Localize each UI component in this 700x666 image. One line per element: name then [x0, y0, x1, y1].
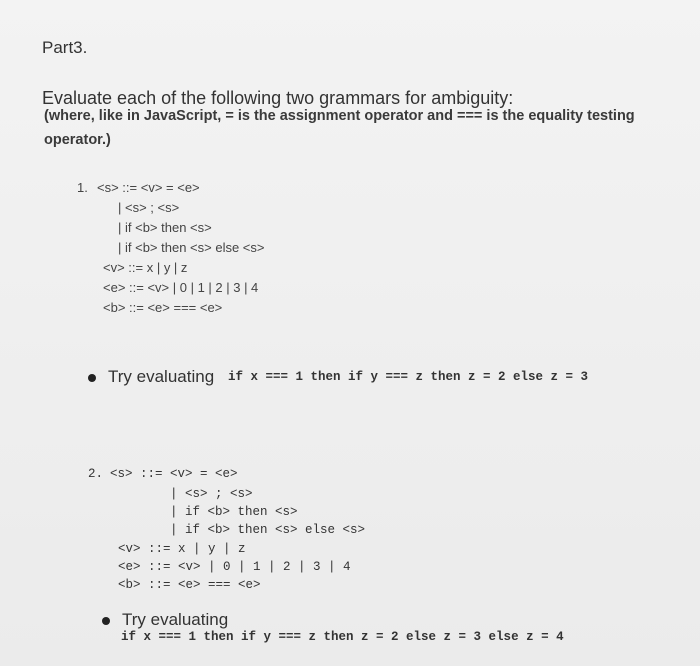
bullet-icon — [88, 374, 96, 382]
bullet1-code: if x === 1 then if y === z then z = 2 else z = 3 — [228, 370, 589, 384]
bullet2-label: Try evaluating — [122, 610, 229, 629]
note-line-2: operator.) — [44, 132, 111, 148]
grammar1-line: | <s> ; <s> — [118, 200, 180, 215]
bullet-icon — [102, 617, 110, 625]
grammar1-line: <b> ::= <e> === <e> — [103, 300, 223, 315]
grammar1-line: <e> ::= <v> | 0 | 1 | 2 | 3 | 4 — [103, 280, 259, 295]
grammar2-line: | if <b> then <s> — [170, 505, 298, 519]
grammar2-line: <v> ::= x | y | z — [118, 542, 246, 556]
grammar1-number: 1. — [77, 180, 88, 195]
bullet2-code: if x === 1 then if y === z then z = 2 else z = 3 else z = 4 — [121, 630, 564, 644]
grammar2-line: | <s> ; <s> — [170, 487, 253, 501]
page-heading: Evaluate each of the following two grammars for ambiguity: — [42, 88, 514, 108]
grammar1-line: <s> ::= <v> = <e> — [97, 180, 200, 195]
grammar1-line: <v> ::= x | y | z — [103, 260, 188, 275]
note-line-1: (where, like in JavaScript, = is the assignment operator and === is the equality testing — [44, 108, 635, 124]
part-title: Part3. — [42, 38, 88, 57]
grammar2-line: <b> ::= <e> === <e> — [118, 578, 261, 592]
grammar2-line: <s> ::= <v> = <e> — [110, 467, 238, 481]
grammar1-line: | if <b> then <s> — [118, 220, 212, 235]
bullet1-label: Try evaluating — [108, 367, 215, 386]
grammar2-line: <e> ::= <v> | 0 | 1 | 2 | 3 | 4 — [118, 560, 351, 574]
grammar1-line: | if <b> then <s> else <s> — [118, 240, 265, 255]
grammar2-number: 2. — [88, 467, 104, 481]
grammar2-line: | if <b> then <s> else <s> — [170, 523, 366, 537]
